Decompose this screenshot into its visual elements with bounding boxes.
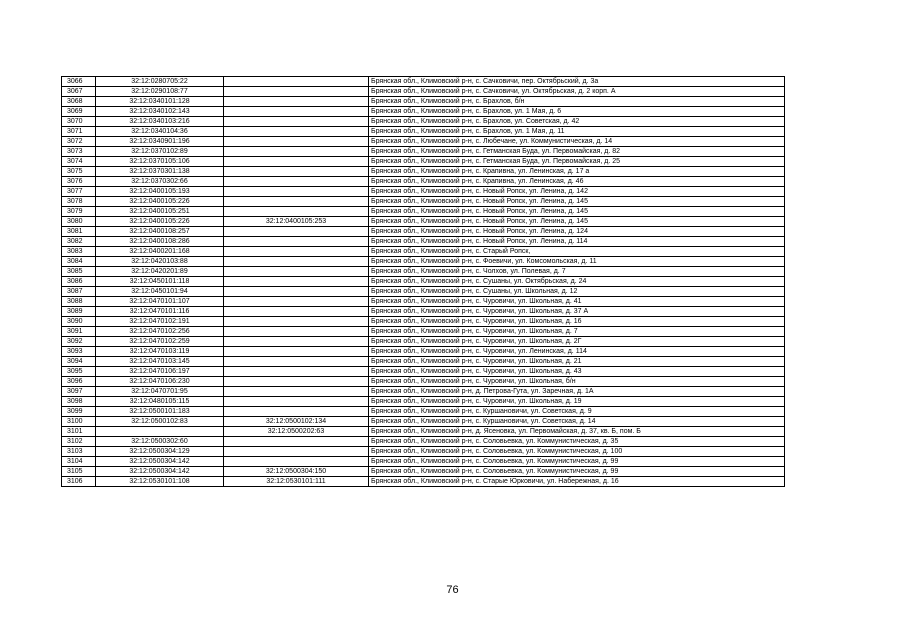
cadastral-number-cell: 32:12:0470102:259 xyxy=(96,337,224,347)
row-number-cell: 3080 xyxy=(62,217,96,227)
table-row xyxy=(62,117,785,127)
related-cadastral-number-cell xyxy=(224,207,369,217)
table-row xyxy=(62,157,785,167)
table-row xyxy=(62,97,785,107)
cadastral-number-cell: 32:12:0400108:286 xyxy=(96,237,224,247)
cadastral-number-cell: 32:12:0400201:168 xyxy=(96,247,224,257)
table-row xyxy=(62,407,785,417)
row-number-cell: 3094 xyxy=(62,357,96,367)
address-cell: Брянская обл., Климовский р-н, с. Крапивна, ул. Ленинская, д. 17 а xyxy=(369,167,785,177)
table-row xyxy=(62,147,785,157)
row-number-cell: 3097 xyxy=(62,387,96,397)
table-row xyxy=(62,307,785,317)
address-cell: Брянская обл., Климовский р-н, с. Новый Ропск, ул. Ленина, д. 145 xyxy=(369,217,785,227)
related-cadastral-number-cell: 32:12:0400105:253 xyxy=(224,217,369,227)
cadastral-number-cell: 32:12:0500304:129 xyxy=(96,447,224,457)
related-cadastral-number-cell xyxy=(224,147,369,157)
cadastral-number-cell: 32:12:0470102:191 xyxy=(96,317,224,327)
row-number-cell: 3081 xyxy=(62,227,96,237)
page-number: 76 xyxy=(446,584,459,596)
related-cadastral-number-cell xyxy=(224,357,369,367)
address-cell: Брянская обл., Климовский р-н, с. Новый Ропск, ул. Ленина, д. 124 xyxy=(369,227,785,237)
related-cadastral-number-cell xyxy=(224,347,369,357)
row-number-cell: 3083 xyxy=(62,247,96,257)
related-cadastral-number-cell xyxy=(224,307,369,317)
related-cadastral-number-cell: 32:12:0500102:134 xyxy=(224,417,369,427)
related-cadastral-number-cell xyxy=(224,197,369,207)
related-cadastral-number-cell xyxy=(224,167,369,177)
row-number-cell: 3072 xyxy=(62,137,96,147)
cadastral-number-cell: 32:12:0470701:95 xyxy=(96,387,224,397)
related-cadastral-number-cell xyxy=(224,457,369,467)
related-cadastral-number-cell xyxy=(224,287,369,297)
cadastral-number-cell: 32:12:0470103:145 xyxy=(96,357,224,367)
table-row xyxy=(62,187,785,197)
cadastral-number-cell: 32:12:0450101:118 xyxy=(96,277,224,287)
related-cadastral-number-cell xyxy=(224,277,369,287)
address-cell: Брянская обл., Климовский р-н, с. Чуровичи, ул. Школьная, б/н xyxy=(369,377,785,387)
related-cadastral-number-cell xyxy=(224,437,369,447)
row-number-cell: 3070 xyxy=(62,117,96,127)
address-cell: Брянская обл., Климовский р-н, с. Брахлов, б/н xyxy=(369,97,785,107)
address-cell: Брянская обл., Климовский р-н, с. Крапивна, ул. Ленинская, д. 46 xyxy=(369,177,785,187)
related-cadastral-number-cell: 32:12:0530101:111 xyxy=(224,477,369,487)
row-number-cell: 3099 xyxy=(62,407,96,417)
row-number-cell: 3102 xyxy=(62,437,96,447)
row-number-cell: 3084 xyxy=(62,257,96,267)
table-row xyxy=(62,377,785,387)
cadastral-number-cell: 32:12:0370105:106 xyxy=(96,157,224,167)
row-number-cell: 3100 xyxy=(62,417,96,427)
table-row xyxy=(62,227,785,237)
table-row xyxy=(62,267,785,277)
related-cadastral-number-cell xyxy=(224,377,369,387)
cadastral-number-cell xyxy=(96,427,224,437)
row-number-cell: 3073 xyxy=(62,147,96,157)
address-cell: Брянская обл., Климовский р-н, с. Новый Ропск, ул. Ленина, д. 145 xyxy=(369,197,785,207)
address-cell: Брянская обл., Климовский р-н, с. Новый Ропск, ул. Ленина, д. 142 xyxy=(369,187,785,197)
row-number-cell: 3090 xyxy=(62,317,96,327)
address-cell: Брянская обл., Климовский р-н, с. Соловьевка, ул. Коммунистическая, д. 99 xyxy=(369,457,785,467)
related-cadastral-number-cell xyxy=(224,327,369,337)
table-row xyxy=(62,107,785,117)
row-number-cell: 3071 xyxy=(62,127,96,137)
row-number-cell: 3091 xyxy=(62,327,96,337)
address-cell: Брянская обл., Климовский р-н, с. Чуровичи, ул. Ленинская, д. 114 xyxy=(369,347,785,357)
cadastral-number-cell: 32:12:0340102:143 xyxy=(96,107,224,117)
related-cadastral-number-cell xyxy=(224,367,369,377)
cadastral-number-cell: 32:12:0500101:183 xyxy=(96,407,224,417)
table-row xyxy=(62,137,785,147)
address-cell: Брянская обл., Климовский р-н, с. Чуровичи, ул. Школьная, д. 21 xyxy=(369,357,785,367)
related-cadastral-number-cell xyxy=(224,317,369,327)
row-number-cell: 3066 xyxy=(62,77,96,87)
row-number-cell: 3101 xyxy=(62,427,96,437)
table-row xyxy=(62,337,785,347)
table-row xyxy=(62,277,785,287)
address-cell: Брянская обл., Климовский р-н, с. Старый Ропск, xyxy=(369,247,785,257)
table-row xyxy=(62,167,785,177)
cadastral-number-cell: 32:12:0480105:115 xyxy=(96,397,224,407)
row-number-cell: 3085 xyxy=(62,267,96,277)
table-row xyxy=(62,287,785,297)
cadastral-number-cell: 32:12:0500102:83 xyxy=(96,417,224,427)
address-cell: Брянская обл., Климовский р-н, с. Чуровичи, ул. Школьная, д. 19 xyxy=(369,397,785,407)
registry-table-body xyxy=(62,77,785,487)
registry-table xyxy=(61,76,785,487)
cadastral-number-cell: 32:12:0400105:193 xyxy=(96,187,224,197)
cadastral-number-cell: 32:12:0500302:60 xyxy=(96,437,224,447)
cadastral-number-cell: 32:12:0500304:142 xyxy=(96,457,224,467)
cadastral-number-cell: 32:12:0340101:128 xyxy=(96,97,224,107)
address-cell: Брянская обл., Климовский р-н, с. Брахлов, ул. 1 Мая, д. 6 xyxy=(369,107,785,117)
cadastral-number-cell: 32:12:0290108:77 xyxy=(96,87,224,97)
table-row xyxy=(62,177,785,187)
address-cell: Брянская обл., Климовский р-н, с. Чуровичи, ул. Школьная, д. 7 xyxy=(369,327,785,337)
table-row xyxy=(62,197,785,207)
address-cell: Брянская обл., Климовский р-н, с. Сачковичи, ул. Октябрьская, д. 2 корп. А xyxy=(369,87,785,97)
table-row xyxy=(62,397,785,407)
cadastral-number-cell: 32:12:0400105:251 xyxy=(96,207,224,217)
address-cell: Брянская обл., Климовский р-н, с. Чуровичи, ул. Школьная, д. 43 xyxy=(369,367,785,377)
cadastral-number-cell: 32:12:0530101:108 xyxy=(96,477,224,487)
table-row xyxy=(62,357,785,367)
cadastral-number-cell: 32:12:0420103:88 xyxy=(96,257,224,267)
address-cell: Брянская обл., Климовский р-н, с. Чуровичи, ул. Школьная, д. 37 А xyxy=(369,307,785,317)
table-row xyxy=(62,77,785,87)
address-cell: Брянская обл., Климовский р-н, с. Куршановичи, ул. Советская, д. 9 xyxy=(369,407,785,417)
cadastral-number-cell: 32:12:0400108:257 xyxy=(96,227,224,237)
address-cell: Брянская обл., Климовский р-н, д. Петрова-Гута, ул. Заречная, д. 1А xyxy=(369,387,785,397)
address-cell: Брянская обл., Климовский р-н, с. Чуровичи, ул. Школьная, д. 16 xyxy=(369,317,785,327)
row-number-cell: 3104 xyxy=(62,457,96,467)
address-cell: Брянская обл., Климовский р-н, с. Сушаны, ул. Школьная, д. 12 xyxy=(369,287,785,297)
row-number-cell: 3095 xyxy=(62,367,96,377)
cadastral-number-cell: 32:12:0470106:230 xyxy=(96,377,224,387)
row-number-cell: 3082 xyxy=(62,237,96,247)
row-number-cell: 3078 xyxy=(62,197,96,207)
row-number-cell: 3088 xyxy=(62,297,96,307)
cadastral-number-cell: 32:12:0400105:226 xyxy=(96,217,224,227)
row-number-cell: 3098 xyxy=(62,397,96,407)
table-row xyxy=(62,477,785,487)
row-number-cell: 3077 xyxy=(62,187,96,197)
related-cadastral-number-cell xyxy=(224,267,369,277)
table-row xyxy=(62,447,785,457)
address-cell: Брянская обл., Климовский р-н, с. Гетманская Буда, ул. Первомайская, д. 25 xyxy=(369,157,785,167)
row-number-cell: 3087 xyxy=(62,287,96,297)
cadastral-number-cell: 32:12:0280705:22 xyxy=(96,77,224,87)
cadastral-number-cell: 32:12:0340104:36 xyxy=(96,127,224,137)
cadastral-number-cell: 32:12:0450101:94 xyxy=(96,287,224,297)
table-row xyxy=(62,317,785,327)
row-number-cell: 3074 xyxy=(62,157,96,167)
row-number-cell: 3105 xyxy=(62,467,96,477)
related-cadastral-number-cell xyxy=(224,447,369,457)
row-number-cell: 3092 xyxy=(62,337,96,347)
address-cell: Брянская обл., Климовский р-н, с. Соловьевка, ул. Коммунистическая, д. 99 xyxy=(369,467,785,477)
table-row xyxy=(62,257,785,267)
table-row xyxy=(62,297,785,307)
related-cadastral-number-cell xyxy=(224,87,369,97)
cadastral-number-cell: 32:12:0370302:66 xyxy=(96,177,224,187)
related-cadastral-number-cell: 32:12:0500304:150 xyxy=(224,467,369,477)
row-number-cell: 3086 xyxy=(62,277,96,287)
related-cadastral-number-cell xyxy=(224,97,369,107)
related-cadastral-number-cell xyxy=(224,257,369,267)
related-cadastral-number-cell xyxy=(224,297,369,307)
address-cell: Брянская обл., Климовский р-н, с. Сачковичи, пер. Октябрьский, д. 3а xyxy=(369,77,785,87)
address-cell: Брянская обл., Климовский р-н, с. Сушаны, ул. Октябрьская, д. 24 xyxy=(369,277,785,287)
address-cell: Брянская обл., Климовский р-н, с. Старые Юрковичи, ул. Набережная, д. 16 xyxy=(369,477,785,487)
row-number-cell: 3067 xyxy=(62,87,96,97)
cadastral-number-cell: 32:12:0340901:196 xyxy=(96,137,224,147)
related-cadastral-number-cell xyxy=(224,407,369,417)
address-cell: Брянская обл., Климовский р-н, с. Соловьевка, ул. Коммунистическая, д. 35 xyxy=(369,437,785,447)
address-cell: Брянская обл., Климовский р-н, с. Фоевичи, ул. Комсомольская, д. 11 xyxy=(369,257,785,267)
related-cadastral-number-cell xyxy=(224,107,369,117)
related-cadastral-number-cell: 32:12:0500202:63 xyxy=(224,427,369,437)
cadastral-number-cell: 32:12:0370301:138 xyxy=(96,167,224,177)
related-cadastral-number-cell xyxy=(224,187,369,197)
address-cell: Брянская обл., Климовский р-н, с. Новый Ропск, ул. Ленина, д. 145 xyxy=(369,207,785,217)
address-cell: Брянская обл., Климовский р-н, с. Любечане, ул. Коммунистическая, д. 14 xyxy=(369,137,785,147)
row-number-cell: 3075 xyxy=(62,167,96,177)
address-cell: Брянская обл., Климовский р-н, с. Чуровичи, ул. Школьная, д. 2Г xyxy=(369,337,785,347)
row-number-cell: 3068 xyxy=(62,97,96,107)
related-cadastral-number-cell xyxy=(224,247,369,257)
cadastral-number-cell: 32:12:0500304:142 xyxy=(96,467,224,477)
related-cadastral-number-cell xyxy=(224,337,369,347)
address-cell: Брянская обл., Климовский р-н, с. Соловьевка, ул. Коммунистическая, д. 100 xyxy=(369,447,785,457)
row-number-cell: 3093 xyxy=(62,347,96,357)
address-cell: Брянская обл., Климовский р-н, с. Чолхов, ул. Полевая, д. 7 xyxy=(369,267,785,277)
table-row xyxy=(62,467,785,477)
row-number-cell: 3079 xyxy=(62,207,96,217)
related-cadastral-number-cell xyxy=(224,397,369,407)
address-cell: Брянская обл., Климовский р-н, с. Чуровичи, ул. Школьная, д. 41 xyxy=(369,297,785,307)
table-row xyxy=(62,417,785,427)
related-cadastral-number-cell xyxy=(224,387,369,397)
table-row xyxy=(62,437,785,447)
row-number-cell: 3096 xyxy=(62,377,96,387)
cadastral-number-cell: 32:12:0400105:226 xyxy=(96,197,224,207)
cadastral-number-cell: 32:12:0470106:197 xyxy=(96,367,224,377)
cadastral-number-cell: 32:12:0470103:119 xyxy=(96,347,224,357)
related-cadastral-number-cell xyxy=(224,227,369,237)
table-row xyxy=(62,217,785,227)
address-cell: Брянская обл., Климовский р-н, с. Брахлов, ул. 1 Мая, д. 11 xyxy=(369,127,785,137)
cadastral-number-cell: 32:12:0470101:116 xyxy=(96,307,224,317)
related-cadastral-number-cell xyxy=(224,117,369,127)
related-cadastral-number-cell xyxy=(224,77,369,87)
table-row xyxy=(62,387,785,397)
table-row xyxy=(62,457,785,467)
table-row xyxy=(62,247,785,257)
table-row xyxy=(62,347,785,357)
cadastral-number-cell: 32:12:0470101:107 xyxy=(96,297,224,307)
table-row xyxy=(62,127,785,137)
row-number-cell: 3106 xyxy=(62,477,96,487)
related-cadastral-number-cell xyxy=(224,137,369,147)
row-number-cell: 3103 xyxy=(62,447,96,457)
address-cell: Брянская обл., Климовский р-н, д. Ясеновка, ул. Первомайская, д. 37, кв. Б, пом. Б xyxy=(369,427,785,437)
related-cadastral-number-cell xyxy=(224,237,369,247)
related-cadastral-number-cell xyxy=(224,177,369,187)
cadastral-number-cell: 32:12:0340103:216 xyxy=(96,117,224,127)
cadastral-number-cell: 32:12:0470102:256 xyxy=(96,327,224,337)
address-cell: Брянская обл., Климовский р-н, с. Новый Ропск, ул. Ленина, д. 114 xyxy=(369,237,785,247)
address-cell: Брянская обл., Климовский р-н, с. Брахлов, ул. Советская, д. 42 xyxy=(369,117,785,127)
table-row xyxy=(62,427,785,437)
table-row xyxy=(62,367,785,377)
cadastral-number-cell: 32:12:0370102:89 xyxy=(96,147,224,157)
table-row xyxy=(62,87,785,97)
row-number-cell: 3089 xyxy=(62,307,96,317)
table-row xyxy=(62,207,785,217)
address-cell: Брянская обл., Климовский р-н, с. Куршановичи, ул. Советская, д. 14 xyxy=(369,417,785,427)
address-cell: Брянская обл., Климовский р-н, с. Гетманская Буда, ул. Первомайская, д. 82 xyxy=(369,147,785,157)
row-number-cell: 3076 xyxy=(62,177,96,187)
cadastral-number-cell: 32:12:0420201:89 xyxy=(96,267,224,277)
related-cadastral-number-cell xyxy=(224,127,369,137)
row-number-cell: 3069 xyxy=(62,107,96,117)
table-row xyxy=(62,327,785,337)
table-row xyxy=(62,237,785,247)
related-cadastral-number-cell xyxy=(224,157,369,167)
